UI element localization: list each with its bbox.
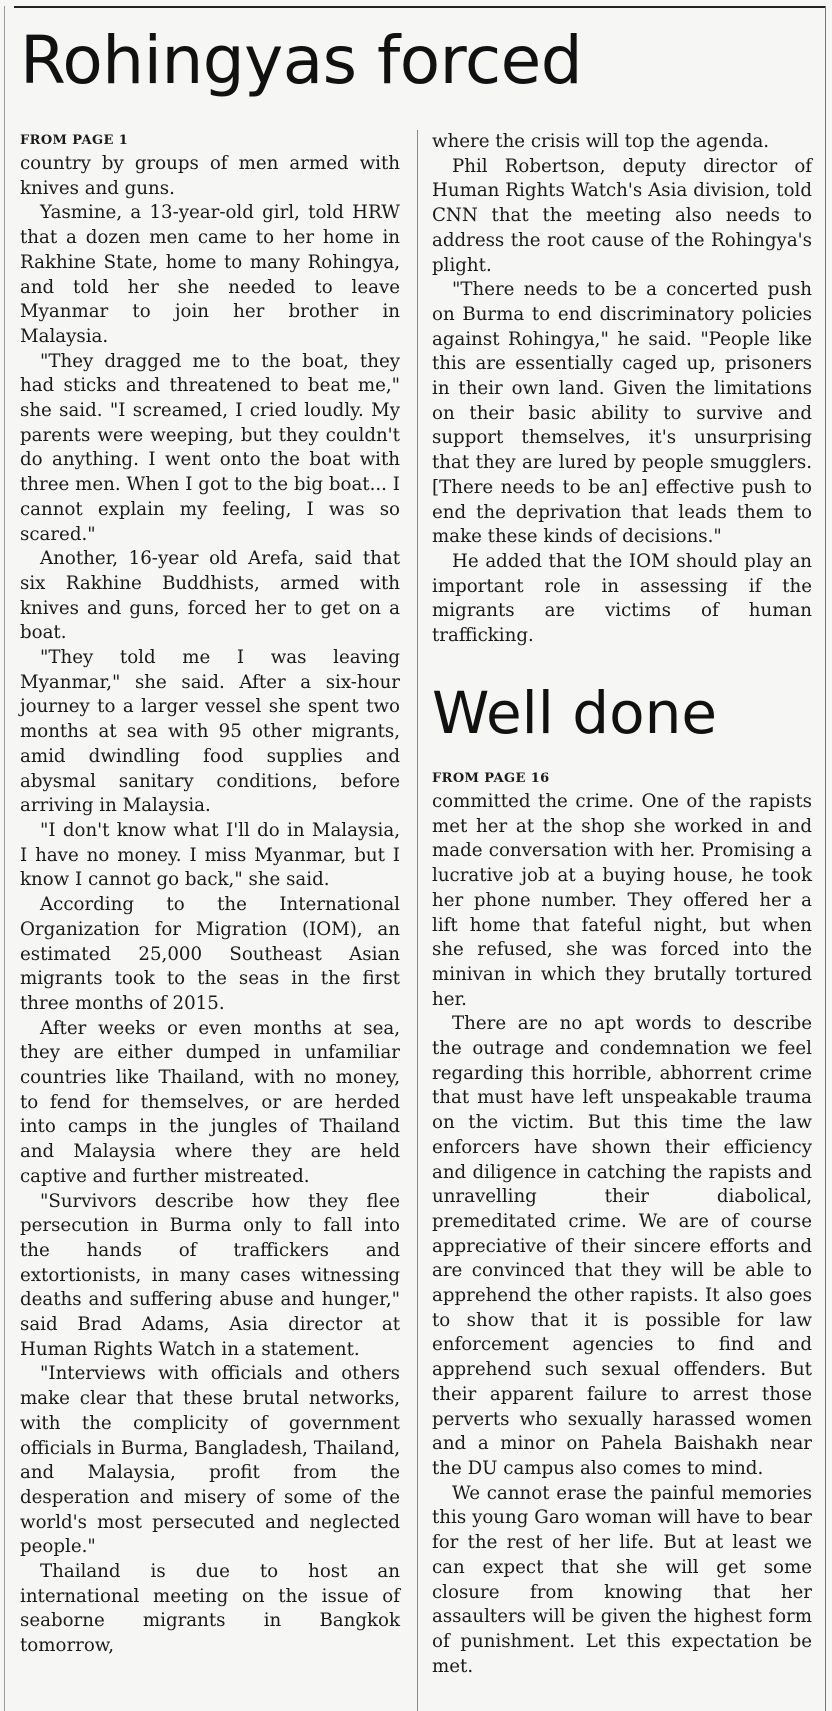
paragraph: Another, 16-year old Arefa, said that six Rakhine Buddhists, armed with knives and guns, forced her to get on a boat. bbox=[20, 548, 400, 644]
paragraph: Yasmine, a 13-year-old girl, told HRW that a dozen men came to her home in Rakhine State, home to many Rohingya, and told her she needed to leave Myanmar to join her brother in Malaysia. bbox=[20, 202, 400, 347]
paragraph: "There needs to be a concerted push on Burma to end discriminatory policies against Rohingya," he said. "People like this are essentially caged up, prisoners in their own land. Given the limitations on their basic ability to survive and support themselves, it's unsurprising that they are lured by people smugglers. [There needs to be an] effective push to end the deprivation that leads them to make these kinds of decisions." bbox=[432, 279, 812, 548]
paragraph: "I don't know what I'll do in Malaysia, I have no money. I miss Myanmar, but I know I cannot go back," she said. bbox=[20, 819, 400, 891]
jump-label-page-1: FROM PAGE 1 bbox=[20, 133, 129, 148]
column-divider bbox=[417, 130, 418, 1711]
article1-column-2 bbox=[432, 130, 812, 649]
paragraph: According to the International Organization for Migration (IOM), an estimated 25,000 Southeast Asian migrants took to the seas in the first three months of 2015. bbox=[20, 894, 400, 1014]
paragraph: Thailand is due to host an international meeting on the issue of seaborne migrants in Bangkok tomorrow, bbox=[20, 1561, 400, 1657]
top-rule bbox=[14, 6, 826, 8]
jump-label-page-16: FROM PAGE 16 bbox=[432, 771, 550, 786]
paragraph: country by groups of men armed with knives and guns. bbox=[20, 153, 400, 199]
paragraph: "Survivors describe how they flee persecution in Burma only to fall into the hands of traffickers and extortionists, in many cases witnessing deaths and suffering abuse and hunger," said Brad Adams, Asia director at Human Rights Watch in a statement. bbox=[20, 1190, 400, 1360]
paragraph: Phil Robertson, deputy director of Human Rights Watch's Asia division, told CNN that the meeting also needs to address the root cause of the Rohingya's plight. bbox=[432, 155, 812, 276]
paragraph: "Interviews with officials and others make clear that these brutal networks, with the complicity of government officials in Burma, Bangladesh, Thailand, and Malaysia, profit from the desperation and misery of some of the world's most persecuted and neglected people." bbox=[20, 1363, 400, 1558]
paragraph: committed the crime. One of the rapists met her at the shop she worked in and made conversation with her. Promising a lucrative job at a buying house, he took her phone number. They offered her a lift home that fateful night, but when she refused, she was forced into the minivan in which they brutally tortured her. bbox=[432, 791, 812, 1010]
paragraph: We cannot erase the painful memories this young Garo woman will have to bear for the rest of her life. But at least we can expect that she will get some closure from knowing that her assaulters will be given the highest form of punishment. Let this expectation be met. bbox=[432, 1482, 812, 1677]
article-headline-rohingyas: Rohingyas forced bbox=[20, 22, 583, 99]
left-border bbox=[4, 6, 5, 1711]
article-headline-well-done: Well done bbox=[432, 679, 718, 747]
paragraph: "They dragged me to the boat, they had sticks and threatened to beat me," she said. "I screamed, I cried loudly. My parents were weeping, but they couldn't do anything. I went onto the boat with three men. When I got to the big boat... I cannot explain my feeling, I was so scared." bbox=[20, 350, 400, 545]
right-border bbox=[825, 6, 826, 1711]
article1-column-1 bbox=[20, 130, 400, 1659]
paragraph: After weeks or even months at sea, they are either dumped in unfamiliar countries like Thailand, with no money, to fend for themselves, or are herded into camps in the jungles of Thailand and Malaysia where they are held captive and further mistreated. bbox=[20, 1017, 400, 1187]
paragraph: There are no apt words to describe the outrage and condemnation we feel regarding this horrible, abhorrent crime that must have left unspeakable trauma on the victim. But this time the law enforcers have shown their efficiency and diligence in catching the rapists and unravelling their diabolical, premeditated crime. We are of course appreciative of their sincere efforts and are convinced that they will be able to apprehend the other rapists. It also goes to show that it is possible for law enforcement agencies to find and apprehend such sexual offenders. But their apparent failure to arrest those perverts who sexually harassed women and a minor on Pahela Baishakh near the DU campus also comes to mind. bbox=[432, 1013, 812, 1479]
paragraph: He added that the IOM should play an important role in assessing if the migrants are victims of human trafficking. bbox=[432, 550, 812, 647]
article2-body bbox=[432, 768, 812, 1679]
paragraph: where the crisis will top the agenda. bbox=[432, 131, 770, 152]
paragraph: "They told me I was leaving Myanmar," she said. After a six-hour journey to a larger vessel she spent two months at sea with 95 other migrants, amid dwindling food supplies and abysmal sanitary conditions, before arriving in Malaysia. bbox=[20, 647, 400, 817]
